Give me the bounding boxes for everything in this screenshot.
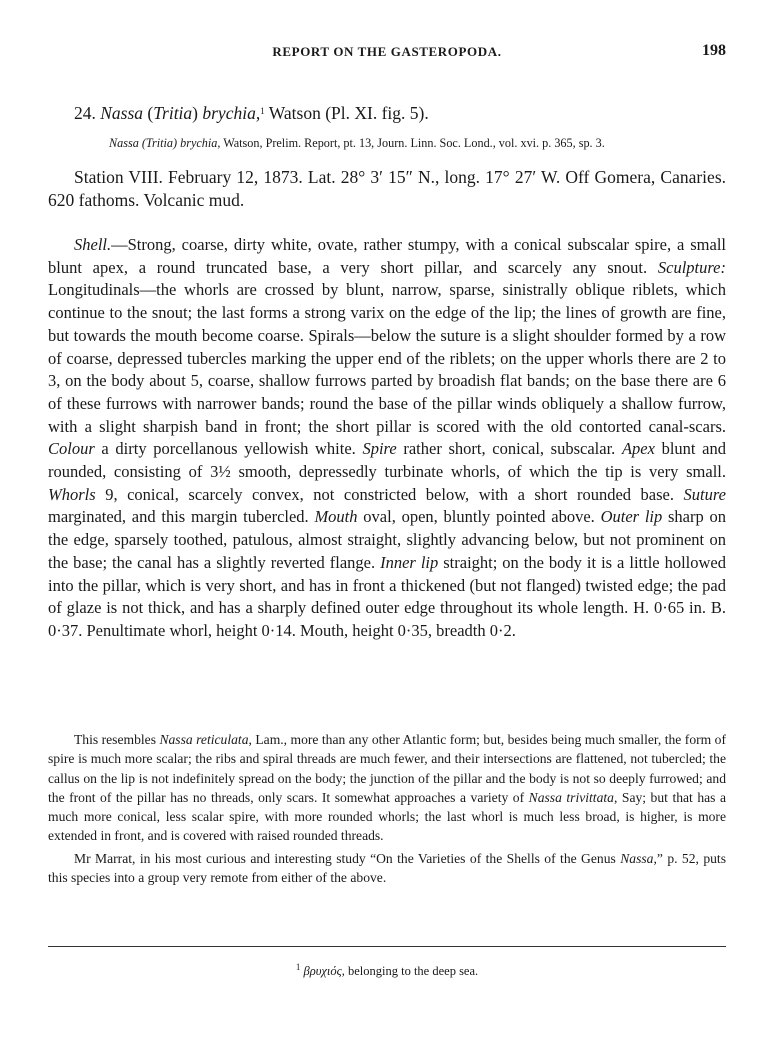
apex-text: blunt and rounded, consisting of 3½ smooth, depressedly turbinate whorls, of which the tip is very small. [48, 439, 726, 482]
remarks-text: ,” p. 52, puts this species into a group very remote from either of the above. [48, 850, 726, 886]
subgenus-name: Tritia [153, 103, 193, 123]
shell-label: Shell. [74, 235, 112, 254]
remarks-text: This resembles [74, 732, 160, 747]
spire-text: rather short, conical, subscalar. [396, 439, 622, 459]
footnote-divider [48, 946, 726, 947]
remarks-text: , Lam., more than any other Atlantic form; but, besides being much smaller, the form of spire is much more scalar; the ribs and spiral threads are much fewer, and their intersections are flattened, not tubercled; the callus on the lip is not indefinitely spread on the body; the junction of the pillar and the body is not so deeply furrowed; and the front of the pillar has no threads, only scars. It somewhat approaches a variety of [48, 732, 726, 805]
sculpture-text: Longitudinals—the whorls are crossed by blunt, narrow, sparse, sinistrally oblique riblets, which continue to the snout; the last forms a strong varix on the edge of the lip; the lines of growth are fine, but towards the mouth become coarse. Spirals—below the suture is a slight shoulder formed by a row of coarse, depressed tubercles marking the upper end of the riblets; on the upper whorls there are 2 to 3, on the body about 5, coarse, shallow furrows parted by broadish flat bands; on the base there are 6 of these furrows with narrower bands; round the base of the pillar winds obliquely a shallow furrow, with a slight sharpish band in front; the short pillar is scored with the old contorted canal-scars. [48, 280, 726, 436]
station-text: Station VIII. February 12, 1873. Lat. 28° 3′ 15″ N., long. 17° 27′ W. Off Gomera, Canaries. 620 fathoms. Volcanic mud. [48, 167, 726, 210]
remarks [48, 730, 726, 887]
whorls-label: Whorls [48, 484, 96, 504]
whorls-text: 9, conical, scarcely convex, not constricted below, with a short rounded base. [95, 484, 684, 504]
citation-name: Nassa (Tritia) brychia, [109, 136, 221, 150]
footnote-greek-word: βρυχιός [303, 964, 342, 978]
remarks-text: Mr Marrat, in his most curious and interesting study “On the Varieties of the Shells of the Genus [74, 850, 621, 866]
footnote-mark: 1 [295, 962, 301, 972]
inner-lip-label: Inner lip [380, 552, 439, 572]
sculpture-label: Sculpture: [657, 257, 726, 277]
remarks-paragraph-1 [48, 730, 726, 846]
spire-label: Spire [362, 439, 397, 459]
shell-text: —Strong, coarse, dirty white, ovate, rather stumpy, with a conical subscalar spire, a small blunt apex, a round truncated base, a very short pillar, and scarcely any snout. [48, 235, 726, 277]
page-header [48, 44, 726, 66]
description-paragraph [48, 234, 726, 643]
mouth-text: oval, open, bluntly pointed above. [357, 507, 601, 527]
species-name: brychia, [202, 103, 261, 123]
outer-lip-text: sharp on the edge, sparsely toothed, patulous, almost straight, slightly advancing below, but not prominent on the base; the canal has a slightly reverted flange. [48, 507, 726, 572]
page-number: 198 [702, 42, 726, 59]
mouth-label: Mouth [314, 507, 358, 527]
colour-label: Colour [48, 439, 95, 459]
outer-lip-label: Outer lip [600, 507, 663, 527]
citation [109, 136, 726, 151]
colour-text: a dirty porcellanous yellowish white. [94, 439, 363, 459]
author-plate: Watson (Pl. XI. fig. 5). [264, 103, 429, 123]
genus-name: Nassa [100, 103, 144, 123]
suture-text: marginated, and this margin tubercled. [48, 507, 315, 527]
apex-label: Apex [621, 439, 655, 459]
remarks-paragraph-2 [48, 849, 726, 888]
subgenus-close: ) [192, 103, 203, 123]
species-title [74, 103, 429, 124]
inner-lip-text: straight; on the body it is a little hollowed into the pillar, which is very short, and has in front a thickened (but not flanged) twisted edge; the pad of glaze is not thick, and has a sharply defined outer edge throughout its whole length. H. 0·65 in. B. 0·37. Penultimate whorl, height 0·14. Mouth, height 0·35, breadth 0·2. [48, 552, 727, 640]
suture-label: Suture [683, 484, 726, 504]
entry-number: 24. [74, 103, 96, 123]
remarks-text: , Say; but that has a much more conical, less scalar spire, with more rounded whorls; the last whorl is much less broad, is higher, is more extended in front, and is covered with raised rounded threads. [48, 789, 727, 844]
citation-text: Watson, Prelim. Report, pt. 13, Journ. Linn. Soc. Lond., vol. xvi. p. 365, sp. 3. [220, 136, 605, 150]
species-reference: Nassa trivittata [528, 789, 614, 805]
footnote [48, 962, 726, 979]
shell-description [48, 234, 726, 643]
footnote-reference[interactable]: 1 [260, 106, 265, 116]
station-record [48, 166, 726, 212]
footnote-text: , belonging to the deep sea. [341, 964, 479, 978]
species-reference: Nassa reticulata [159, 732, 249, 747]
running-title: REPORT ON THE GASTEROPODA. [272, 44, 502, 59]
subgenus-open: ( [143, 103, 154, 123]
genus-reference: Nassa [620, 850, 654, 866]
